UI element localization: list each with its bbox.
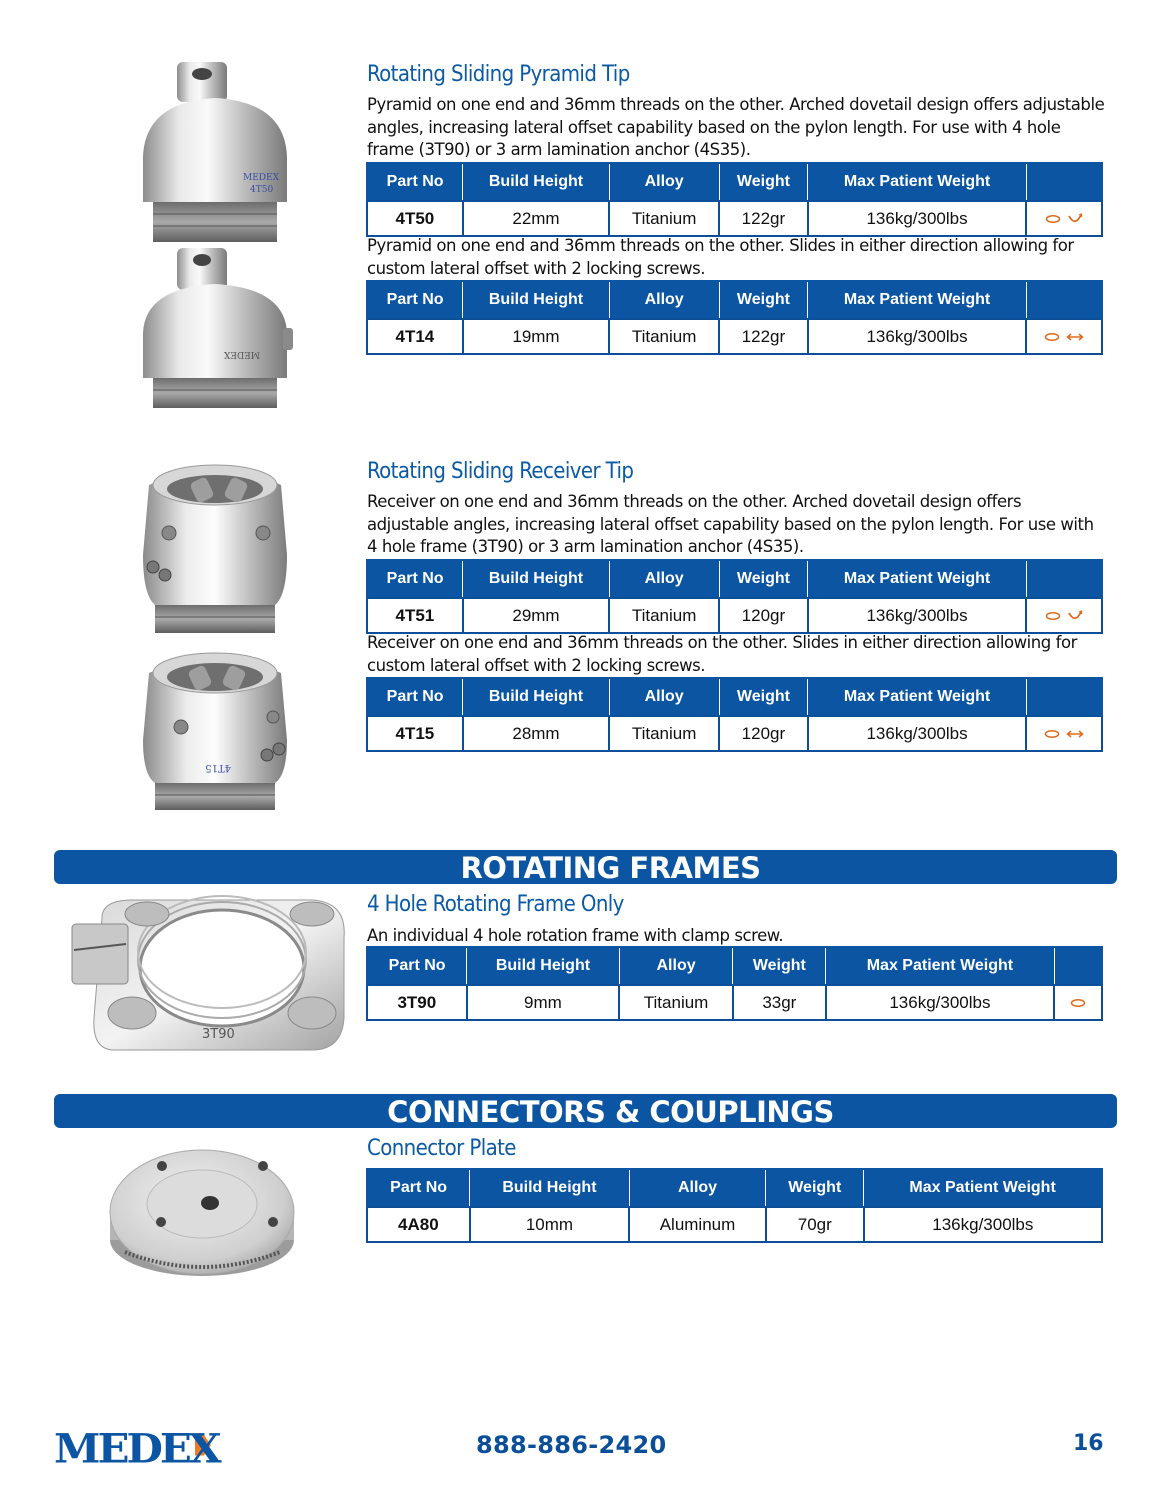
product-description: Pyramid on one end and 36mm threads on the other. Slides in either direction allowing for custom lateral offset with 2 locking screws. xyxy=(367,236,1074,278)
cell-alloy: Titanium xyxy=(609,319,719,354)
svg-text:4T15: 4T15 xyxy=(205,762,231,773)
arc-angle-icon xyxy=(1067,209,1083,228)
rotate-icon xyxy=(1044,724,1060,743)
column-header-build-height: Build Height xyxy=(463,163,610,201)
product-description: Pyramid on one end and 36mm threads on the other. Arched dovetail design offers adjustable angles, increasing lateral offset capability based on the pylon length. For use with 4 hole frame (3T90) or 3 arm lamination anchor (4S35). xyxy=(367,95,1105,159)
receiver-tip-4t15-image xyxy=(135,645,295,810)
column-header-weight: Weight xyxy=(719,678,808,716)
svg-text:MEDEX: MEDEX xyxy=(224,349,260,359)
rotate-icon xyxy=(1070,993,1086,1012)
cell-motion xyxy=(1026,716,1102,751)
cell-part-no: 4T50 xyxy=(367,201,463,236)
column-header-max-patient-weight: Max Patient Weight xyxy=(808,281,1026,319)
cell-weight: 70gr xyxy=(766,1207,864,1242)
page-number: 16 xyxy=(1073,1431,1104,1456)
cell-alloy: Aluminum xyxy=(629,1207,766,1242)
column-header-max-patient-weight: Max Patient Weight xyxy=(808,163,1026,201)
column-header-alloy: Alloy xyxy=(609,560,719,598)
table-header-row xyxy=(367,560,1102,598)
column-header-weight: Weight xyxy=(719,163,808,201)
receiver-tip-4t51-image xyxy=(135,455,295,633)
slide-arrows-icon xyxy=(1066,327,1084,346)
table-header-row xyxy=(367,163,1102,201)
table-row xyxy=(367,319,1102,354)
cell-weight: 122gr xyxy=(719,319,808,354)
slide-arrows-icon xyxy=(1066,724,1084,743)
cell-build-height: 9mm xyxy=(467,985,619,1020)
table-row xyxy=(367,716,1102,751)
cell-alloy: Titanium xyxy=(609,598,719,633)
cell-part-no: 3T90 xyxy=(367,985,467,1020)
spec-table-4t51 xyxy=(366,559,1103,634)
cell-build-height: 10mm xyxy=(470,1207,629,1242)
cell-max-patient-weight: 136kg/300lbs xyxy=(864,1207,1102,1242)
product-title-pyramid-tip: Rotating Sliding Pyramid Tip xyxy=(367,62,630,87)
pyramid-tip-4t14-image xyxy=(135,248,295,408)
column-header-motion xyxy=(1026,281,1102,319)
cell-motion xyxy=(1026,201,1102,236)
rotating-frame-3t90-image xyxy=(62,888,352,1056)
table-header-row xyxy=(367,281,1102,319)
cell-max-patient-weight: 136kg/300lbs xyxy=(808,598,1026,633)
footer-phone-number: 888-886-2420 xyxy=(476,1431,667,1459)
cell-max-patient-weight: 136kg/300lbs xyxy=(808,716,1026,751)
section-banner-connectors-couplings xyxy=(54,1094,1117,1128)
column-header-motion xyxy=(1054,947,1102,985)
column-header-alloy: Alloy xyxy=(609,678,719,716)
cell-weight: 122gr xyxy=(719,201,808,236)
cell-alloy: Titanium xyxy=(619,985,733,1020)
product-title-rotating-frame: 4 Hole Rotating Frame Only xyxy=(367,892,624,917)
column-header-build-height: Build Height xyxy=(463,281,610,319)
column-header-build-height: Build Height xyxy=(463,560,610,598)
column-header-part-no: Part No xyxy=(367,163,463,201)
table-row xyxy=(367,985,1102,1020)
svg-text:3T90: 3T90 xyxy=(202,1027,235,1042)
pyramid-tip-4t50-image xyxy=(135,62,295,242)
banner-title: CONNECTORS & COUPLINGS xyxy=(387,1095,834,1129)
column-header-weight: Weight xyxy=(766,1169,864,1207)
cell-max-patient-weight: 136kg/300lbs xyxy=(826,985,1054,1020)
cell-weight: 33gr xyxy=(733,985,826,1020)
spec-table-4a80 xyxy=(366,1168,1103,1243)
cell-max-patient-weight: 136kg/300lbs xyxy=(808,319,1026,354)
column-header-weight: Weight xyxy=(733,947,826,985)
medex-logo xyxy=(54,1425,219,1472)
cell-motion xyxy=(1026,598,1102,633)
section-banner-rotating-frames xyxy=(54,850,1117,884)
column-header-max-patient-weight: Max Patient Weight xyxy=(808,560,1026,598)
rotate-icon xyxy=(1044,327,1060,346)
connector-plate-4a80-image xyxy=(105,1142,300,1282)
product-description: Receiver on one end and 36mm threads on the other. Arched dovetail design offers adjustable angles, increasing lateral offset capability based on the pylon length. For use with 4 hole frame (3T90) or 3 arm lamination anchor (4S35). xyxy=(367,492,1094,556)
cell-part-no: 4T51 xyxy=(367,598,463,633)
column-header-weight: Weight xyxy=(719,281,808,319)
column-header-motion xyxy=(1026,163,1102,201)
svg-text:4T50: 4T50 xyxy=(250,185,274,195)
rotate-icon xyxy=(1045,606,1061,625)
cell-build-height: 29mm xyxy=(463,598,610,633)
column-header-alloy: Alloy xyxy=(609,163,719,201)
table-row xyxy=(367,1207,1102,1242)
arc-angle-icon xyxy=(1067,606,1083,625)
product-title-connector-plate: Connector Plate xyxy=(367,1136,516,1161)
rotate-icon xyxy=(1045,209,1061,228)
column-header-part-no: Part No xyxy=(367,678,463,716)
column-header-build-height: Build Height xyxy=(463,678,610,716)
column-header-alloy: Alloy xyxy=(619,947,733,985)
column-header-build-height: Build Height xyxy=(470,1169,629,1207)
column-header-motion xyxy=(1026,560,1102,598)
column-header-motion xyxy=(1026,678,1102,716)
table-row xyxy=(367,201,1102,236)
banner-title: ROTATING FRAMES xyxy=(460,851,761,885)
cell-build-height: 19mm xyxy=(463,319,610,354)
cell-weight: 120gr xyxy=(719,716,808,751)
cell-motion xyxy=(1054,985,1102,1020)
column-header-part-no: Part No xyxy=(367,1169,470,1207)
cell-alloy: Titanium xyxy=(609,201,719,236)
cell-max-patient-weight: 136kg/300lbs xyxy=(808,201,1026,236)
product-description: An individual 4 hole rotation frame with clamp screw. xyxy=(367,926,784,945)
spec-table-4t50 xyxy=(366,162,1103,237)
spec-table-3t90 xyxy=(366,946,1103,1021)
column-header-build-height: Build Height xyxy=(467,947,619,985)
cell-motion xyxy=(1026,319,1102,354)
product-title-receiver-tip: Rotating Sliding Receiver Tip xyxy=(367,459,634,484)
cell-build-height: 22mm xyxy=(463,201,610,236)
logo-x-arrow-icon: X xyxy=(188,1425,219,1472)
column-header-part-no: Part No xyxy=(367,560,463,598)
table-row xyxy=(367,598,1102,633)
cell-build-height: 28mm xyxy=(463,716,610,751)
table-header-row xyxy=(367,678,1102,716)
cell-part-no: 4T15 xyxy=(367,716,463,751)
spec-table-4t15 xyxy=(366,677,1103,752)
column-header-alloy: Alloy xyxy=(609,281,719,319)
cell-part-no: 4A80 xyxy=(367,1207,470,1242)
product-description: Receiver on one end and 36mm threads on the other. Slides in either direction allowing for custom lateral offset with 2 locking screws. xyxy=(367,633,1077,675)
table-header-row xyxy=(367,1169,1102,1207)
column-header-weight: Weight xyxy=(719,560,808,598)
cell-weight: 120gr xyxy=(719,598,808,633)
logo-text: MEDE xyxy=(54,1425,189,1472)
column-header-alloy: Alloy xyxy=(629,1169,766,1207)
column-header-max-patient-weight: Max Patient Weight xyxy=(864,1169,1102,1207)
svg-text:MEDEX: MEDEX xyxy=(243,173,279,183)
spec-table-4t14 xyxy=(366,280,1103,355)
column-header-max-patient-weight: Max Patient Weight xyxy=(808,678,1026,716)
table-header-row xyxy=(367,947,1102,985)
cell-alloy: Titanium xyxy=(609,716,719,751)
cell-part-no: 4T14 xyxy=(367,319,463,354)
column-header-max-patient-weight: Max Patient Weight xyxy=(826,947,1054,985)
column-header-part-no: Part No xyxy=(367,281,463,319)
column-header-part-no: Part No xyxy=(367,947,467,985)
